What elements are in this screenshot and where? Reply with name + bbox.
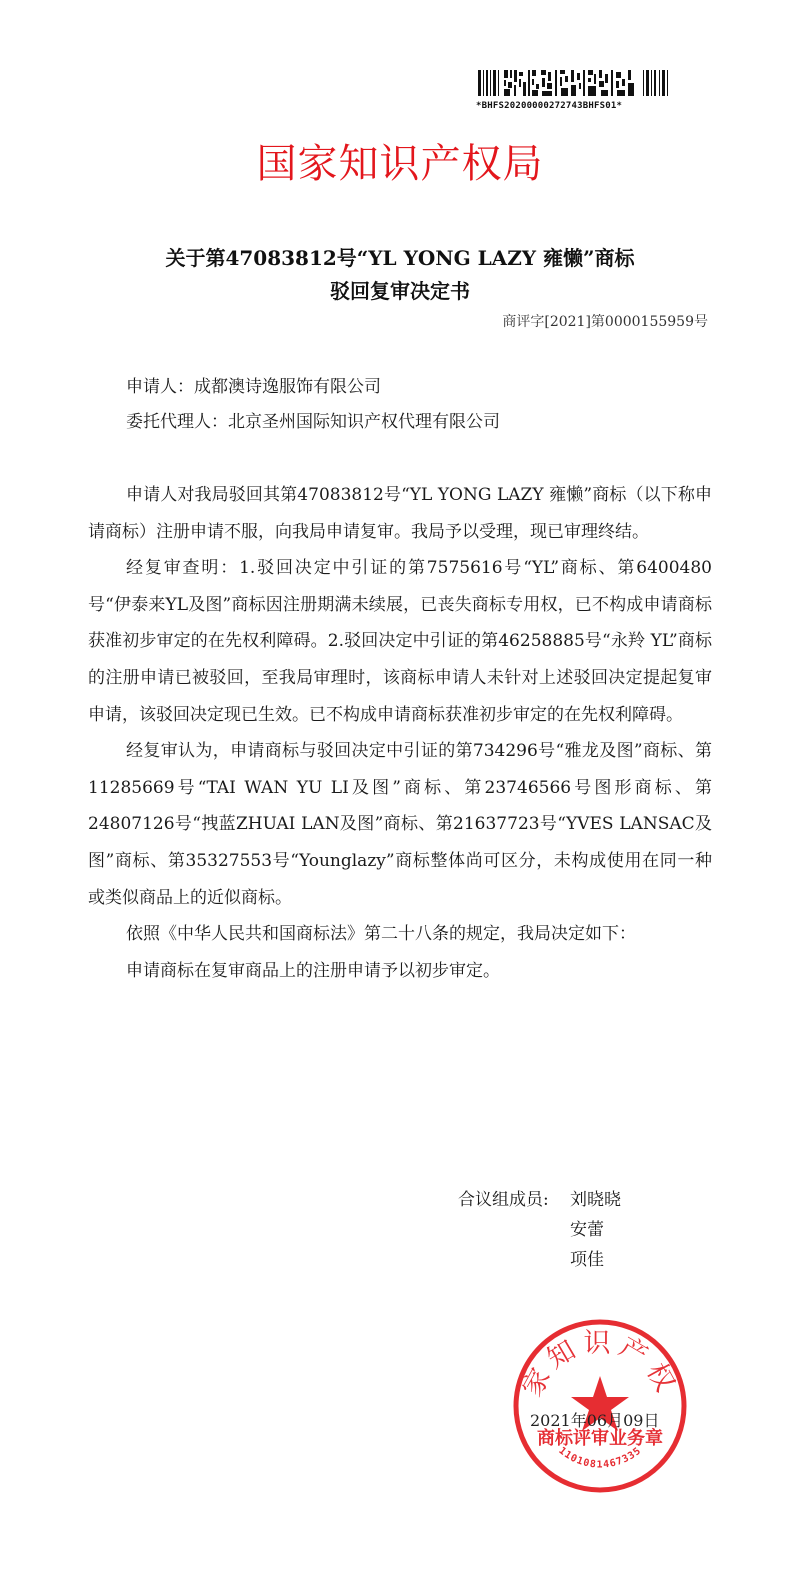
paragraph-legal-basis: 依照《中华人民共和国商标法》第二十八条的规定，我局决定如下：: [126, 924, 636, 945]
official-seal: [512, 1318, 688, 1494]
reference-number: 商评字[2021]第0000155959号: [502, 314, 708, 330]
document-title-line2: 驳回复审决定书: [330, 279, 470, 303]
panel-label: 合议组成员:: [458, 1190, 549, 1210]
decision-body: [88, 477, 712, 989]
svg-text:1101081467335: [556, 1445, 643, 1470]
paragraph-decision: 申请商标在复审商品上的注册申请予以初步审定。: [126, 960, 500, 981]
seal-top-text: 家知识产权: [516, 1327, 684, 1402]
barcode-number: *BHFS20200000272743BHFS01*: [476, 101, 623, 111]
paragraph-findings: 经复审查明：1.驳回决定中引证的第7575616号“YL”商标、第6400480号“伊泰来YL及图”商标因注册期满未续展，已丧失商标专用权，已不构成申请商标获准初步审定的在先权利障碍。2.驳回决定中引证的第46258885号“永羚 YL”商标的注册申请已被驳回，至我局审理时，该商标申请人未针对上述驳回决定提起复审申请，该驳回决定现已生效。已不构成申请商标获准初步审定的在先权利障碍。: [88, 558, 712, 725]
panel-member: 安蕾: [570, 1220, 604, 1240]
office-heading: 国家知识产权局: [256, 141, 544, 187]
seal-bottom-text: 商标评审业务章: [537, 1428, 663, 1449]
applicant-line: 申请人：成都澳诗逸服饰有限公司: [126, 377, 381, 397]
barcode-bars: [476, 70, 676, 96]
decision-date: 2021年06月09日: [530, 1411, 660, 1430]
panel-members: [458, 1185, 621, 1275]
barcode: [476, 70, 686, 111]
paragraph-opinion: 经复审认为，申请商标与驳回决定中引证的第734296号“雅龙及图”商标、第11285669号“TAI WAN YU LI及图”商标、第23746566号图形商标、第24807126号“拽蓝ZHUAI LAN及图”商标、第21637723号“YVES LANSAC及图”商标、第35327553号“Younglazy”商标整体尚可区分，未构成使用在同一种或类似商品上的近似商标。: [88, 741, 712, 908]
paragraph-request: 申请人对我局驳回其第47083812号“YL YONG LAZY 雍懒”商标（以下称申请商标）注册申请不服，向我局申请复审。我局予以受理，现已审理终结。: [88, 485, 712, 542]
seal-number: 1101081467335: [556, 1445, 644, 1471]
panel-member: 刘晓晓: [570, 1190, 621, 1210]
agent-line: 委托代理人：北京圣州国际知识产权代理有限公司: [126, 412, 500, 432]
seal-graphic: [512, 1318, 688, 1494]
panel-member: 项佳: [570, 1250, 604, 1270]
document-title-line1: 关于第47083812号“YL YONG LAZY 雍懒”商标: [165, 246, 635, 270]
